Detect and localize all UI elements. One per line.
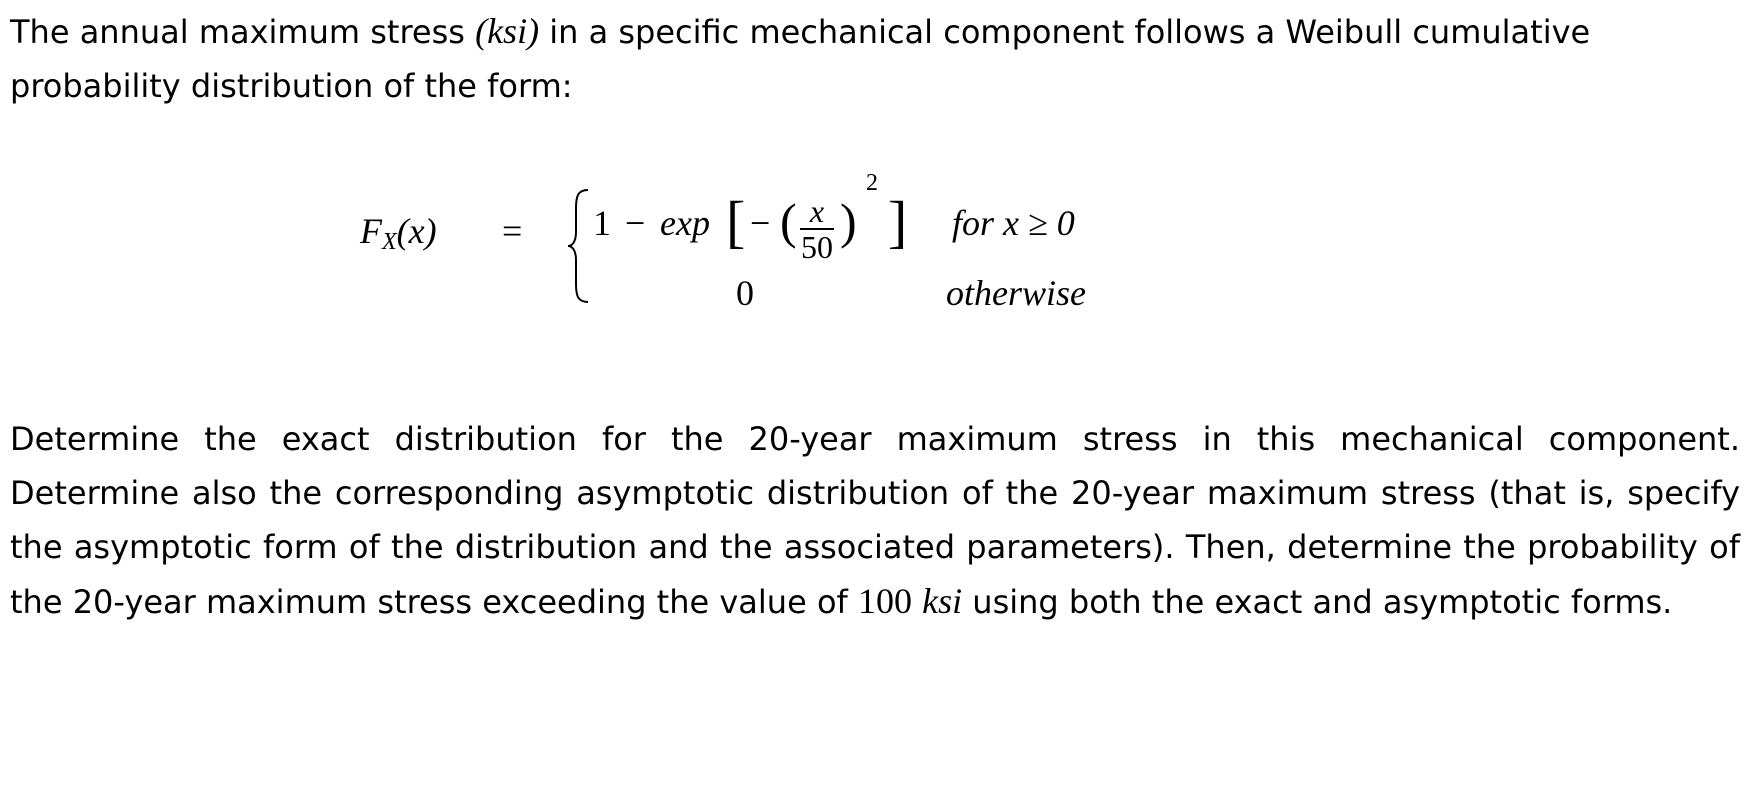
- intro-unit-math: (ksi): [475, 11, 540, 51]
- case2-value: 0: [736, 273, 754, 313]
- case1-close-paren: ): [840, 193, 857, 249]
- case1-one: 1: [593, 203, 611, 243]
- lhs-subscript: X: [382, 229, 397, 255]
- weibull-cdf-equation: [0, 140, 1755, 340]
- fraction-numerator: x: [809, 193, 825, 229]
- equals-sign: =: [502, 211, 523, 251]
- case1-open-paren: (: [780, 193, 797, 249]
- intro-paragraph: [10, 4, 1740, 113]
- piecewise-brace: [566, 186, 592, 306]
- case1-exp: exp: [660, 203, 710, 243]
- intro-text-1: The annual maximum stress: [10, 13, 476, 51]
- question-paragraph: [10, 412, 1740, 629]
- case1-power: 2: [866, 170, 878, 196]
- lhs-f: F: [360, 211, 382, 251]
- case1-minus: −: [625, 203, 646, 243]
- x-over-50-fraction: [800, 193, 834, 265]
- case1-close-bracket: ]: [888, 189, 908, 254]
- intro-text-2: in a specific mechanical component follows a Weibull cumulative probability distribution of the form:: [10, 13, 1591, 105]
- threshold-unit: ksi: [922, 581, 963, 621]
- lhs-argument: (x): [396, 211, 437, 251]
- case1-open-bracket: [: [726, 189, 746, 254]
- case1-negative-sign: −: [750, 203, 771, 243]
- question-text-1: Determine the exact distribution for the 20-year maximum stress in this mechanical component. Determine also the corresponding asymptotic distribution of the 20-year maximum stress (that is, specify the asymptotic form of the distribution and the associated parameters). Then, determine the probability of the 20-year maximum stress exceeding the value of: [10, 420, 1740, 621]
- question-text-2: using both the exact and asymptotic forms.: [962, 583, 1673, 621]
- case1-condition: for x ≥ 0: [952, 203, 1075, 243]
- case2-condition: otherwise: [946, 273, 1086, 313]
- threshold-value: 100: [857, 581, 912, 621]
- equation-lhs: [360, 210, 437, 256]
- fraction-denominator: 50: [801, 229, 833, 265]
